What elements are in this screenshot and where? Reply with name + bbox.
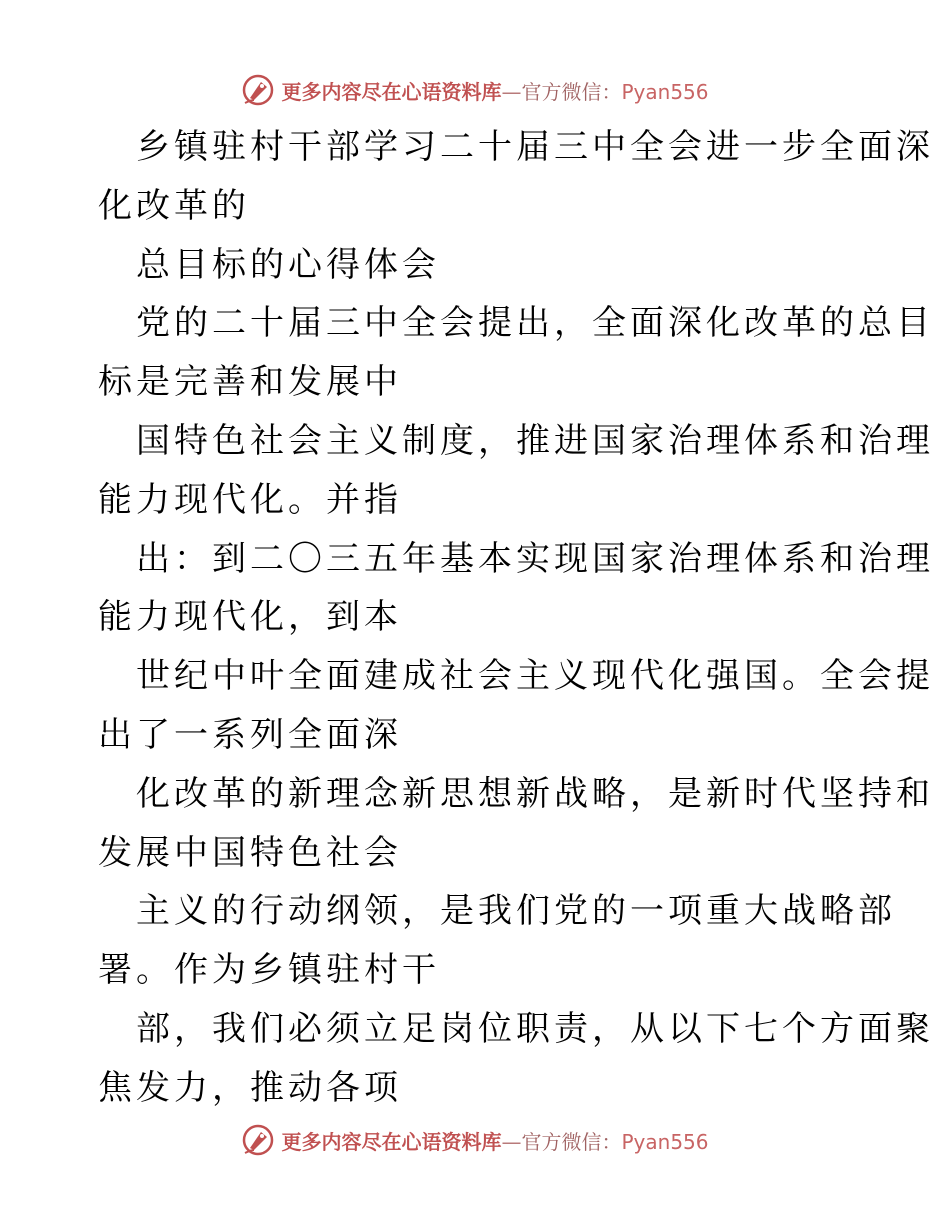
footer-banner-main: 更多内容尽在心语资料库: [281, 1129, 502, 1154]
pen-nib-logo-icon: [241, 73, 275, 107]
footer-banner-label: 官方微信：: [521, 1129, 622, 1154]
text-line: 世纪中叶全面建成社会主义现代化强国。全会提: [136, 656, 934, 697]
text-line: 焦发力，推动各项: [98, 1067, 402, 1108]
text-line: 署。作为乡镇驻村干: [98, 950, 440, 991]
footer-banner-wechat-id: Pyan556: [621, 1129, 709, 1154]
text-line: 能力现代化。并指: [98, 479, 402, 520]
text-line: 出：到二〇三五年基本实现国家治理体系和治理: [136, 538, 934, 579]
header-banner-label: 官方微信：: [521, 79, 622, 104]
text-line: 化改革的: [98, 185, 250, 226]
text-line: 总目标的心得体会: [136, 244, 440, 285]
header-banner: [0, 68, 950, 112]
header-banner-main: 更多内容尽在心语资料库: [281, 79, 502, 104]
text-line: 乡镇驻村干部学习二十届三中全会进一步全面深: [136, 127, 934, 167]
header-banner-dash: —: [501, 79, 522, 104]
header-banner-wechat-id: Pyan556: [621, 79, 709, 104]
header-banner-text: [281, 76, 708, 105]
text-line: 党的二十届三中全会提出，全面深化改革的总目: [136, 303, 934, 344]
text-line: 化改革的新理念新思想新战略，是新时代坚持和: [136, 773, 934, 814]
text-line: 国特色社会主义制度，推进国家治理体系和治理: [136, 420, 934, 461]
text-line: 能力现代化，到本: [98, 597, 402, 638]
text-line: 出了一系列全面深: [98, 714, 402, 755]
text-line: 部，我们必须立足岗位职责，从以下七个方面聚: [136, 1008, 934, 1049]
footer-banner-dash: —: [501, 1129, 522, 1154]
pen-nib-logo-icon: [241, 1123, 275, 1157]
document-body: [98, 118, 934, 1118]
footer-banner-text: [281, 1126, 708, 1155]
text-line: 发展中国特色社会: [98, 832, 402, 873]
footer-banner: [0, 1118, 950, 1162]
text-line: 标是完善和发展中: [98, 362, 402, 403]
text-line: 主义的行动纲领，是我们党的一项重大战略部: [136, 891, 896, 932]
